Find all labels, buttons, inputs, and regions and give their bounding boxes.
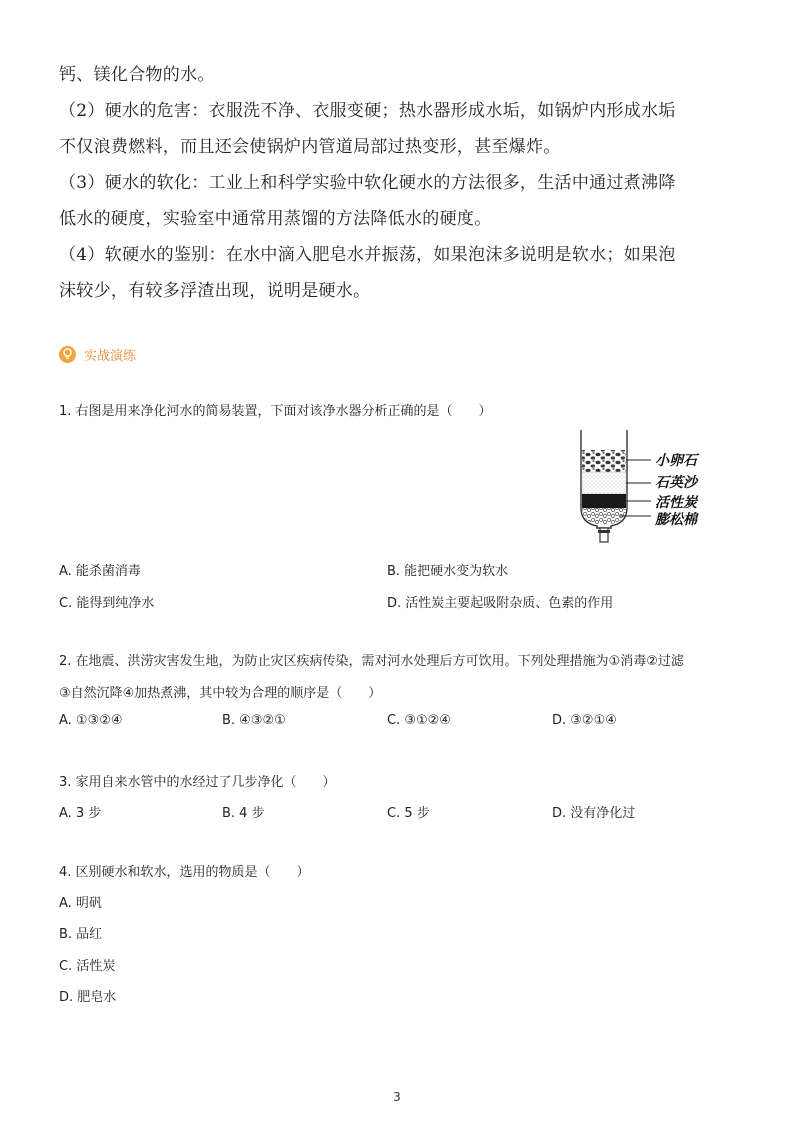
section-title: 实战演练: [84, 348, 137, 364]
q1-option-c: C. 能得到纯净水: [59, 596, 155, 611]
q3-option-a: A. 3 步: [59, 806, 102, 821]
q1-option-b: B. 能把硬水变为软水: [387, 564, 509, 579]
label-quartz-sand: 石英沙: [655, 475, 697, 491]
label-pebbles: 小卵石: [655, 453, 697, 469]
label-activated-carbon: 活性炭: [655, 495, 697, 511]
label-cotton: 膨松棉: [655, 512, 697, 528]
q4-option-a: A. 明矾: [59, 896, 102, 911]
notes-line: （2）硬水的危害：衣服洗不净、衣服变硬；热水器形成水垢，如锅炉内形成水垢: [59, 101, 676, 121]
q1-option-a: A. 能杀菌消毒: [59, 564, 141, 579]
q3-option-c: C. 5 步: [387, 806, 430, 821]
question-2-stem: 2. 在地震、洪涝灾害发生地，为防止灾区疾病传染，需对河水处理后方可饮用。下列处理措施为①消毒②过滤: [59, 654, 684, 669]
question-1-stem: 1. 右图是用来净化河水的简易装置，下面对该净水器分析正确的是（ ）: [59, 404, 492, 419]
pebble-layer: [582, 450, 626, 472]
water-filter-diagram: [575, 428, 725, 558]
q2-option-a: A. ①③②④: [59, 713, 123, 728]
q4-option-c: C. 活性炭: [59, 959, 116, 974]
q1-option-d: D. 活性炭主要起吸附杂质、色素的作用: [387, 596, 614, 611]
hard-water-notes: [59, 57, 739, 309]
question-3-stem: 3. 家用自来水管中的水经过了几步净化（ ）: [59, 775, 336, 790]
carbon-layer: [582, 494, 626, 508]
notes-line: 低水的硬度，实验室中通常用蒸馏的方法降低水的硬度。: [59, 209, 492, 229]
q2-option-b: B. ④③②①: [222, 713, 286, 728]
cotton-layer: [582, 508, 626, 524]
section-heading: [59, 343, 136, 365]
question-2-stem-cont: ③自然沉降④加热煮沸，其中较为合理的顺序是（ ）: [59, 686, 382, 701]
notes-line: （4）软硬水的鉴别：在水中滴入肥皂水并振荡，如果泡沫多说明是软水；如果泡: [59, 245, 676, 265]
question-4-stem: 4. 区别硬水和软水，选用的物质是（ ）: [59, 865, 310, 880]
q2-option-c: C. ③①②④: [387, 713, 451, 728]
notes-line: 不仅浪费燃料，而且还会使锅炉内管道局部过热变形，甚至爆炸。: [59, 137, 561, 157]
sand-layer: [582, 472, 626, 494]
notes-line: 钙、镁化合物的水。: [59, 65, 215, 85]
notes-line: （3）硬水的软化：工业上和科学实验中软化硬水的方法很多，生活中通过煮沸降: [59, 173, 676, 193]
page-number: 3: [393, 1090, 401, 1104]
q3-option-b: B. 4 步: [222, 806, 265, 821]
q4-option-d: D. 肥皂水: [59, 990, 117, 1005]
q4-option-b: B. 品红: [59, 927, 103, 942]
notes-line: 沫较少，有较多浮渣出现，说明是硬水。: [59, 281, 371, 301]
lightbulb-icon: [59, 346, 76, 363]
q2-option-d: D. ③②①④: [552, 713, 617, 728]
q3-option-d: D. 没有净化过: [552, 806, 636, 821]
